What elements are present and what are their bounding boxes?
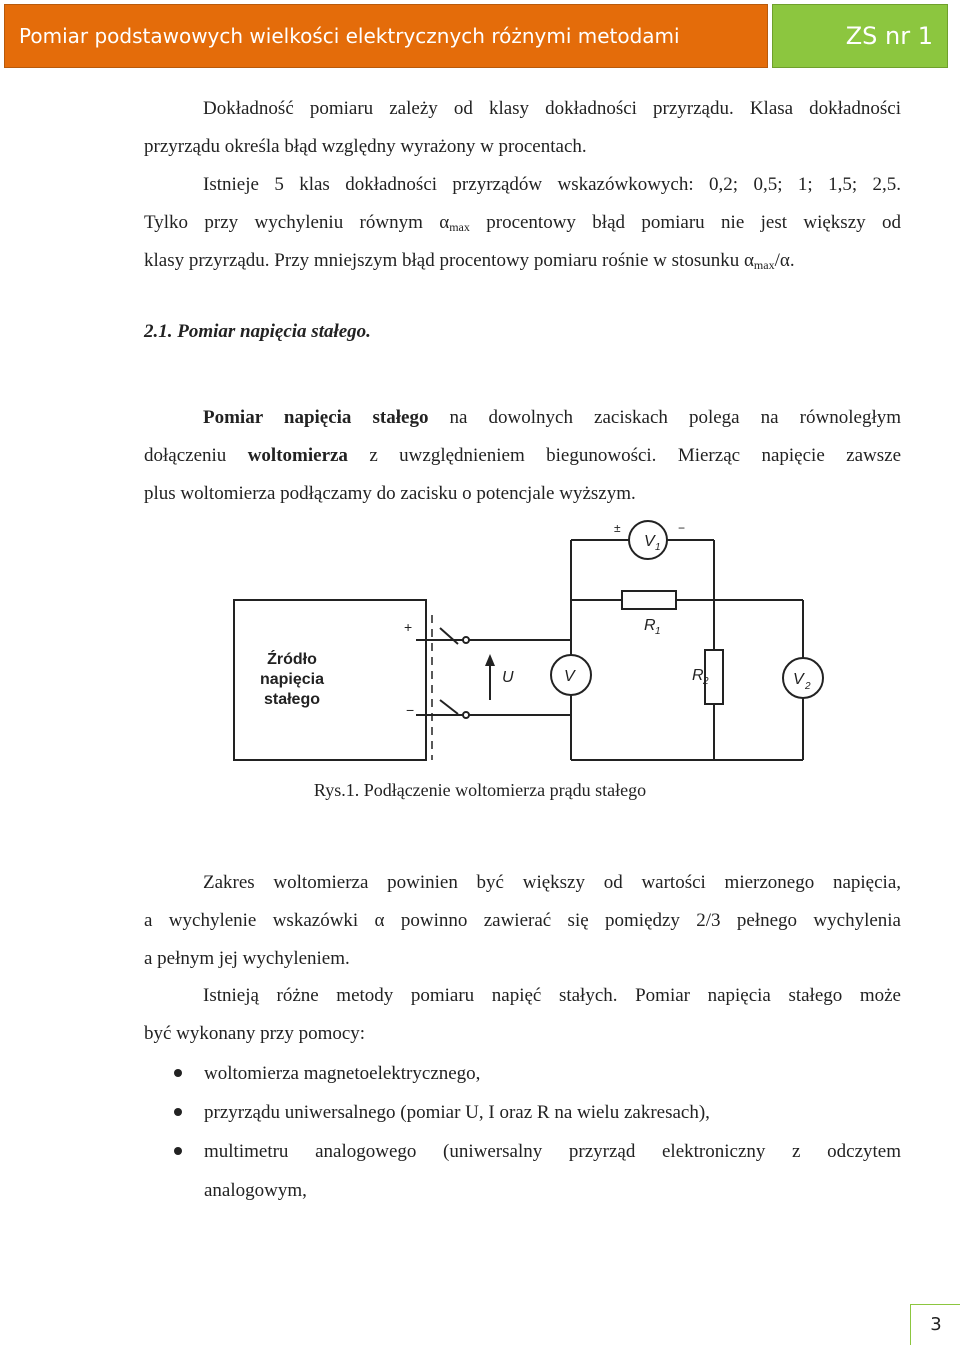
figure-caption: Rys.1. Podłączenie woltomierza prądu stałego — [313, 780, 647, 800]
bullet-icon — [174, 1069, 182, 1077]
bullet-icon — [174, 1147, 182, 1155]
page-number: 3 — [910, 1304, 960, 1345]
list-item-continuation: analogowym, — [204, 1180, 307, 1201]
svg-text:±: ± — [614, 521, 621, 535]
svg-text:2: 2 — [703, 676, 709, 687]
methods-list — [144, 1055, 901, 1211]
svg-text:R: R — [692, 667, 704, 684]
header-title: Pomiar podstawowych wielkości elektrycznych różnymi metodami — [4, 4, 768, 68]
paragraph-accuracy-line1: Dokładność pomiaru zależy od klasy dokładności przyrządu. Klasa dokładności — [203, 98, 901, 119]
svg-text:U: U — [502, 669, 514, 686]
terminal-plus — [463, 637, 469, 643]
svg-text:stałego: stałego — [263, 691, 321, 708]
svg-text:−: − — [678, 521, 686, 535]
terminal-minus — [463, 712, 469, 718]
list-item: woltomierza magnetoelektrycznego, — [144, 1055, 901, 1093]
svg-text:V: V — [793, 671, 804, 688]
page-header — [4, 4, 948, 70]
paragraph-methods-line2: być wykonany przy pomocy: — [144, 1023, 366, 1044]
paragraph-dc-line2: dołączeniu woltomierza z uwzględnieniem biegunowości. Mierząc napięcie zawsze — [144, 445, 901, 466]
circuit-diagram — [226, 520, 826, 770]
paragraph-range-line3: a pełnym jej wychyleniem. — [144, 948, 350, 969]
paragraph-classes-line1: Istnieje 5 klas dokładności przyrządów wskazówkowych: 0,2; 0,5; 1; 1,5; 2,5. — [203, 174, 901, 195]
arrow-head — [485, 654, 495, 666]
svg-text:+: + — [404, 619, 413, 635]
list-item: przyrządu uniwersalnego (pomiar U, I oraz R na wielu zakresach), — [144, 1094, 901, 1132]
svg-text:Źródło: Źródło — [267, 651, 317, 668]
list-item: multimetru analogowego (uniwersalny przyrząd elektroniczny z odczytem — [144, 1133, 901, 1171]
paragraph-classes-line2: Tylko przy wychyleniu równym $\alpha_{max}$ procentowy błąd pomiaru nie jest większy od — [144, 212, 901, 234]
paragraph-accuracy-line2: przyrządu określa błąd względny wyrażony w procentach. — [144, 136, 587, 157]
paragraph-dc-line3: plus woltomierza podłączamy do zacisku o potencjale wyższym. — [144, 483, 636, 504]
paragraph-dc-line1: Pomiar napięcia stałego na dowolnych zaciskach polega na równoległym — [203, 407, 901, 428]
header-badge: ZS nr 1 — [772, 4, 948, 68]
bullet-icon — [174, 1108, 182, 1116]
svg-text:−: − — [406, 702, 415, 718]
svg-text:R: R — [644, 617, 656, 634]
svg-text:V: V — [644, 533, 655, 550]
svg-text:1: 1 — [655, 542, 661, 553]
paragraph-range-line2: a wychylenie wskazówki α powinno zawierać się pomiędzy 2/3 pełnego wychylenia — [144, 910, 901, 931]
svg-text:V: V — [564, 668, 575, 685]
paragraph-range-line1: Zakres woltomierza powinien być większy od wartości mierzonego napięcia, — [203, 872, 901, 893]
svg-text:napięcia: napięcia — [259, 671, 325, 688]
resistor-r1 — [622, 591, 676, 609]
paragraph-methods-line1: Istnieją różne metody pomiaru napięć stałych. Pomiar napięcia stałego może — [203, 985, 901, 1006]
svg-text:2: 2 — [805, 681, 811, 692]
section-heading: 2.1. Pomiar napięcia stałego. — [144, 321, 371, 342]
svg-text:1: 1 — [655, 626, 661, 637]
paragraph-classes-line3: klasy przyrządu. Przy mniejszym błąd procentowy pomiaru rośnie w stosunku $\alpha_{max}/\alpha$. — [144, 250, 795, 272]
